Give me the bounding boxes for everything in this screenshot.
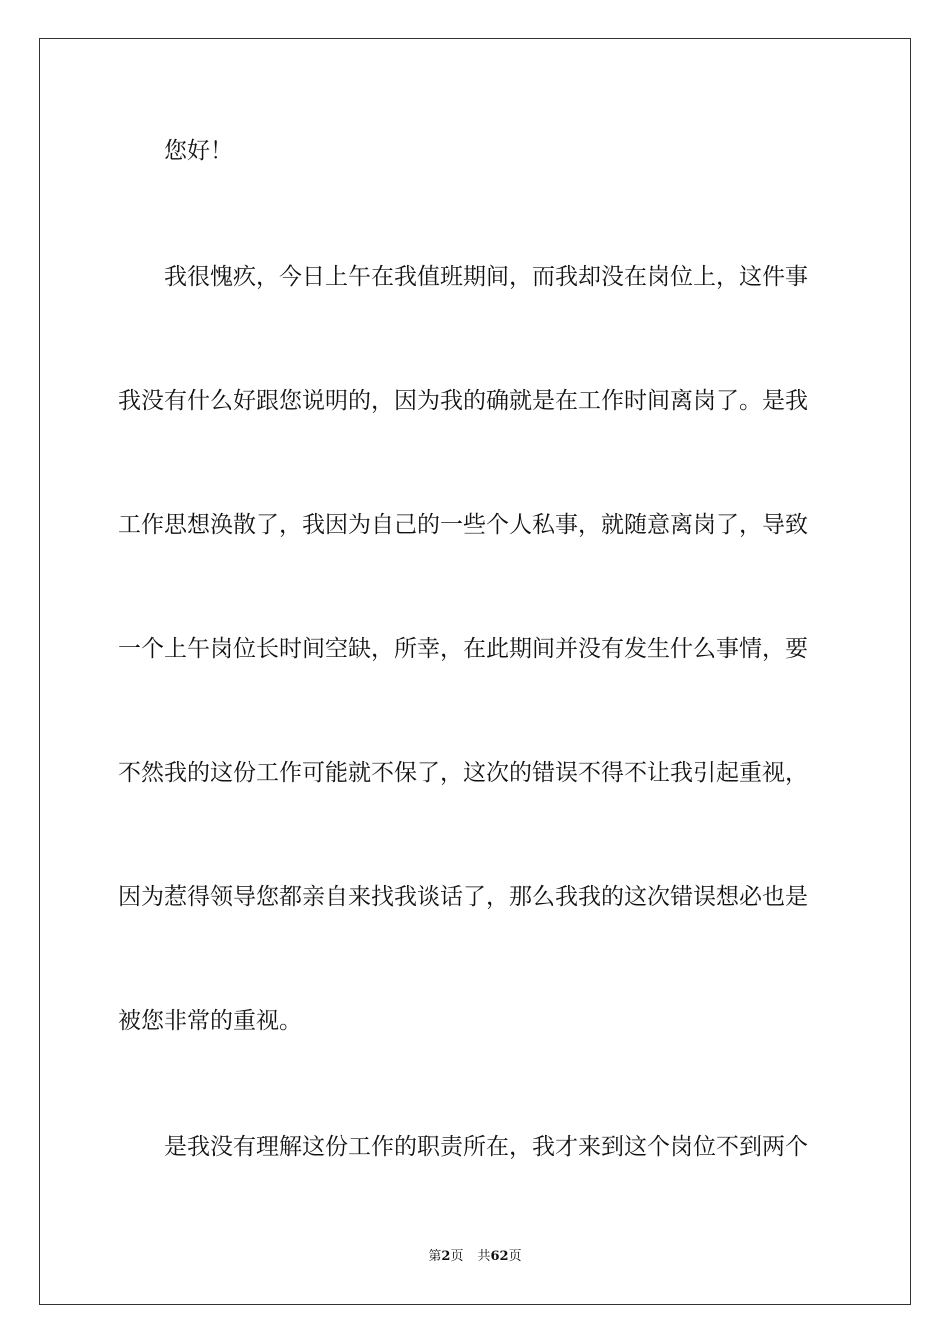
total-prefix: 共 xyxy=(477,1249,491,1264)
paragraph-line: 一个上午岗位长时间空缺，所幸，在此期间并没有发生什么事情，要 xyxy=(118,636,808,662)
total-suffix: 页 xyxy=(508,1249,522,1264)
greeting-line: 您好！ xyxy=(164,138,233,164)
page-prefix: 第 xyxy=(428,1249,442,1264)
paragraph-line: 我没有什么好跟您说明的，因为我的确就是在工作时间离岗了。是我 xyxy=(118,388,808,414)
paragraph-line: 我很愧疚，今日上午在我值班期间，而我却没在岗位上，这件事 xyxy=(164,264,808,290)
paragraph-line: 被您非常的重视。 xyxy=(118,1008,302,1034)
paragraph-line: 工作思想涣散了，我因为自己的一些个人私事，就随意离岗了，导致 xyxy=(118,512,808,538)
total-page-number: 62 xyxy=(490,1249,509,1264)
page-footer xyxy=(0,1248,950,1266)
paragraph-line: 是我没有理解这份工作的职责所在，我才来到这个岗位不到两个 xyxy=(164,1134,808,1160)
paragraph-line: 因为惹得领导您都亲自来找我谈话了，那么我我的这次错误想必也是 xyxy=(118,884,808,910)
page-border xyxy=(39,38,911,1305)
page-suffix: 页 xyxy=(450,1249,464,1264)
paragraph-line: 不然我的这份工作可能就不保了，这次的错误不得不让我引起重视， xyxy=(118,760,808,786)
current-page-number: 2 xyxy=(441,1249,451,1264)
